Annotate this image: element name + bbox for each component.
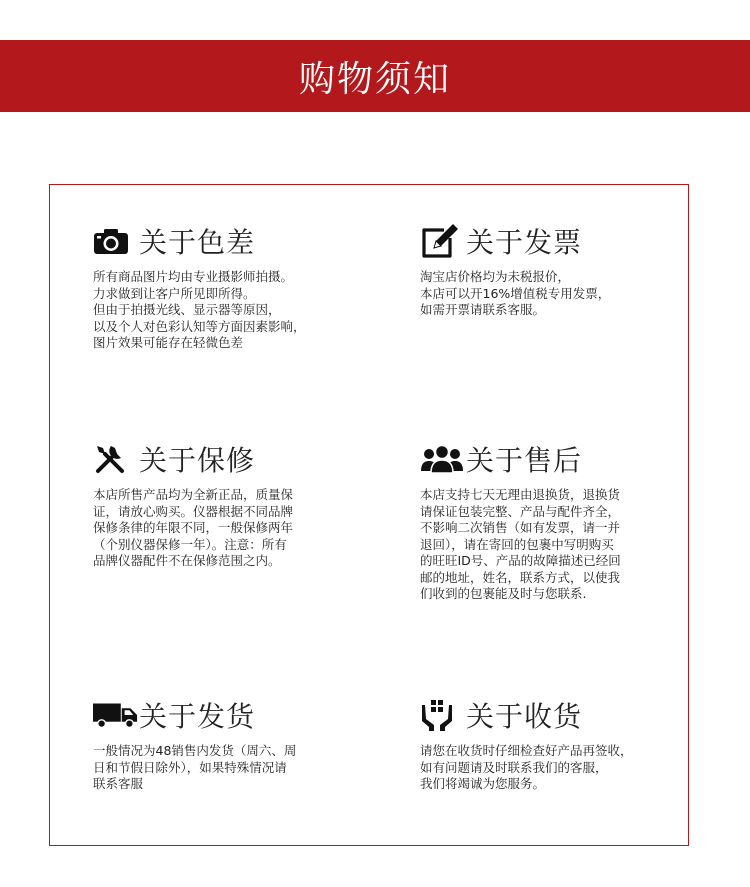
info-panel: [49, 184, 689, 846]
section-header: [93, 695, 383, 735]
section-warranty: [93, 439, 383, 570]
section-color-difference: [93, 221, 383, 352]
package-hands-icon: [420, 695, 466, 735]
body-line: 但由于拍摄光线、显示器等原因，: [93, 302, 281, 317]
body-line: （个别仪器保修一年）。注意：所有: [93, 536, 287, 552]
section-body: [420, 487, 710, 603]
body-line: 本店可以开16%增值税专用发票，: [420, 285, 611, 301]
section-title: 关于售后: [466, 444, 583, 477]
body-line: 联系客服: [93, 776, 144, 791]
body-line: 以及个人对色彩认知等方面因素影响，: [93, 318, 306, 334]
section-receiving: [420, 695, 710, 793]
section-header: [93, 221, 383, 261]
section-title: 关于发货: [139, 700, 256, 733]
body-line: 我们将竭诚为您服务。: [420, 776, 546, 791]
body-line: 力求做到让客户所见即所得。: [93, 285, 256, 301]
body-line: 邮的地址，姓名，联系方式，以使我: [420, 569, 621, 585]
body-line: 们收到的包裹能及时与您联系.: [420, 586, 587, 601]
body-line: 本店支持七天无理由退换货，退换货: [420, 487, 621, 502]
body-line: 一般情况为48销售内发货（周六、周: [93, 743, 297, 758]
section-after-sales: [420, 439, 710, 603]
camera-icon: [93, 221, 139, 261]
body-line: 本店所售产品均为全新正品，质量保: [93, 487, 294, 502]
section-header: [420, 439, 710, 479]
users-icon: [420, 439, 466, 479]
truck-icon: [93, 695, 139, 735]
body-line: 所有商品图片均由专业摄影师拍摄。: [93, 269, 294, 284]
page-title: 购物须知: [298, 58, 451, 100]
section-title: 关于保修: [139, 444, 256, 477]
body-line: 如需开票请联系客服。: [420, 302, 546, 317]
body-line: 的旺旺ID号、产品的故障描述已经回: [420, 553, 621, 568]
body-line: 品牌仪器配件不在保修范围之内。: [93, 553, 281, 568]
body-line: 日和节假日除外），如果特殊情况请: [93, 759, 287, 775]
section-header: [93, 439, 383, 479]
section-title: 关于发票: [466, 226, 583, 259]
edit-icon: [420, 221, 466, 261]
body-line: 请您在收货时仔细检查好产品再签收，: [420, 743, 633, 758]
body-line: 退回），请在寄回的包裹中写明购买: [420, 536, 614, 552]
section-body: [93, 487, 383, 570]
section-title: 关于色差: [139, 226, 256, 259]
body-line: 淘宝店价格均为未税报价，: [420, 269, 571, 284]
body-line: 不影响二次销售（如有发票，请一并: [420, 520, 621, 535]
body-line: 请保证包装完整、产品与配件齐全，: [420, 503, 621, 519]
section-body: [93, 269, 383, 352]
body-line: 如有问题请及时联系我们的客服，: [420, 759, 608, 775]
section-invoice: [420, 221, 710, 319]
section-body: [93, 743, 383, 793]
section-body: [420, 269, 710, 319]
body-line: 证，请放心购买。仪器根据不同品牌: [93, 503, 294, 519]
section-shipping: [93, 695, 383, 793]
header-banner: [0, 40, 750, 112]
section-header: [420, 695, 710, 735]
section-header: [420, 221, 710, 261]
body-line: 图片效果可能存在轻微色差: [93, 335, 244, 350]
section-title: 关于收货: [466, 700, 583, 733]
body-line: 保修条律的年限不同，一般保修两年: [93, 520, 294, 535]
tools-icon: [93, 439, 139, 479]
section-body: [420, 743, 710, 793]
